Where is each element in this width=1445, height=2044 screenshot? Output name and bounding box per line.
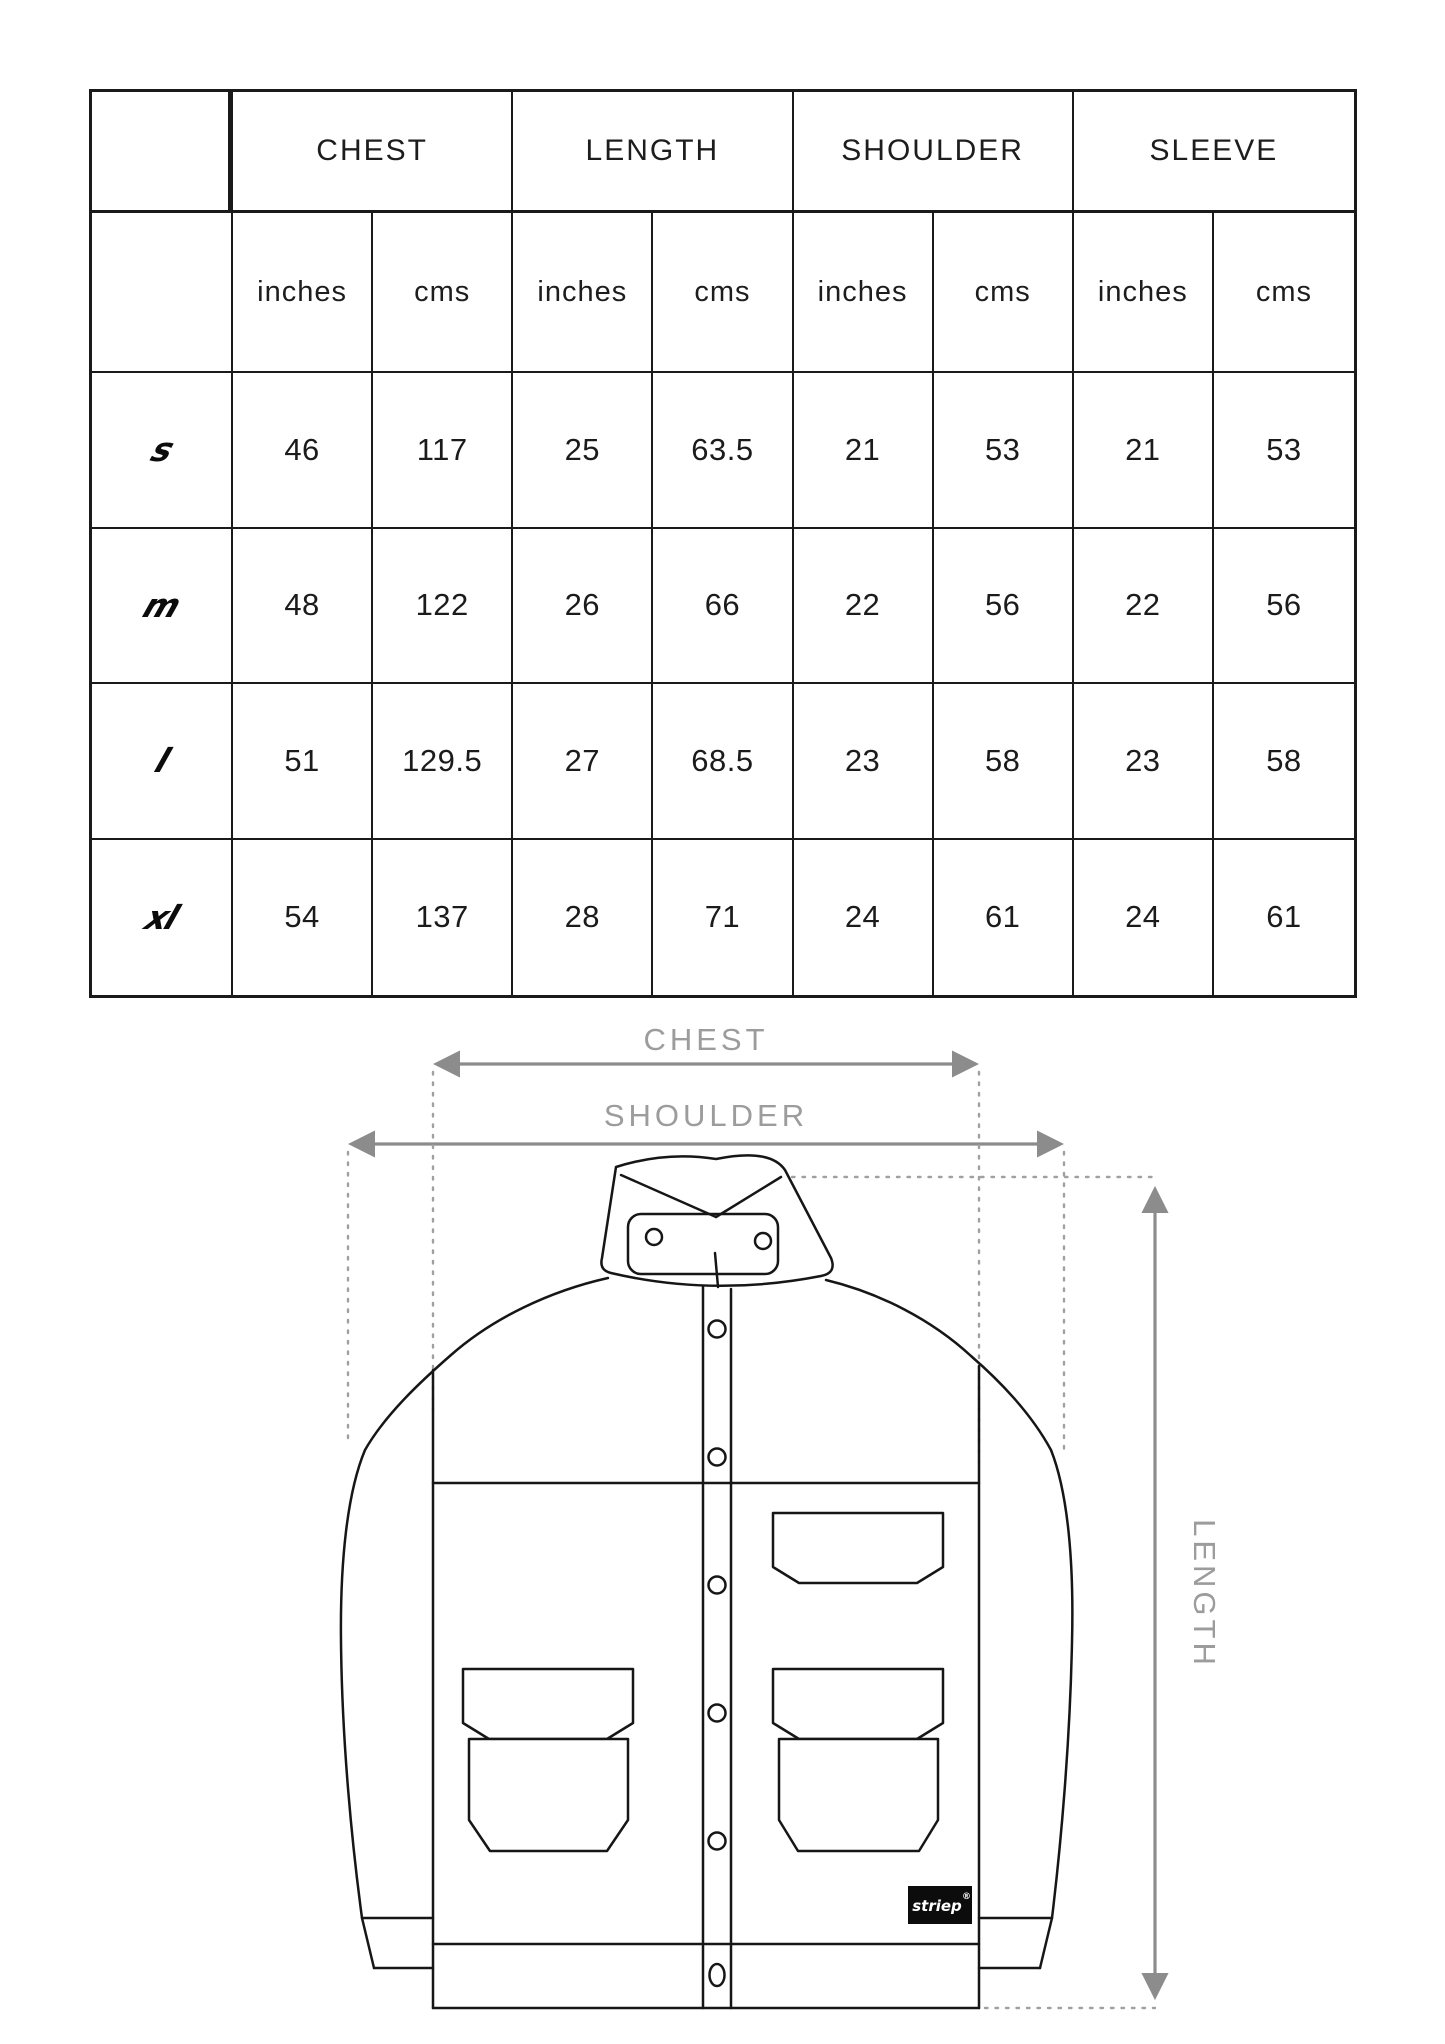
value-cell-m-length-inches: 26: [513, 529, 653, 685]
size-chart-table: [89, 89, 1357, 998]
value-cell-l-shoulder-cms: 58: [934, 684, 1074, 840]
value-cell-l-sleeve-inches: 23: [1074, 684, 1214, 840]
left-lower-pocket-pouch: [469, 1739, 628, 1851]
value-cell-s-shoulder-cms: 53: [934, 373, 1074, 529]
value-cell-l-sleeve-cms: 58: [1214, 684, 1354, 840]
value-cell-xl-shoulder-cms: 61: [934, 840, 1074, 996]
value-cell-l-shoulder-inches: 23: [794, 684, 934, 840]
value-cell-xl-chest-cms: 137: [373, 840, 513, 996]
value-cell-s-shoulder-inches: 21: [794, 373, 934, 529]
unit-header-chest-inches: inches: [233, 213, 373, 373]
value-cell-s-chest-cms: 117: [373, 373, 513, 529]
size-row-label-xl: xl: [92, 840, 233, 996]
value-cell-xl-length-inches: 28: [513, 840, 653, 996]
value-cell-m-length-cms: 66: [653, 529, 793, 685]
unit-header-sleeve-cms: cms: [1214, 213, 1354, 373]
right-lower-pocket-pouch: [779, 1739, 938, 1851]
value-cell-l-chest-inches: 51: [233, 684, 373, 840]
value-cell-l-length-cms: 68.5: [653, 684, 793, 840]
unit-header-shoulder-cms: cms: [934, 213, 1074, 373]
unit-header-sleeve-inches: inches: [1074, 213, 1214, 373]
value-cell-m-sleeve-inches: 22: [1074, 529, 1214, 685]
brand-tag-text: striep: [912, 1897, 962, 1915]
left-sleeve-outline: [341, 1278, 608, 1968]
value-cell-m-sleeve-cms: 56: [1214, 529, 1354, 685]
value-cell-xl-sleeve-inches: 24: [1074, 840, 1214, 996]
size-row-label-s: s: [92, 373, 233, 529]
value-cell-s-length-inches: 25: [513, 373, 653, 529]
left-lower-pocket-flap: [463, 1669, 633, 1739]
column-group-header-chest: CHEST: [233, 92, 513, 213]
value-cell-l-length-inches: 27: [513, 684, 653, 840]
length-dimension-label: LENGTH: [1187, 1519, 1222, 1669]
column-group-header-length: LENGTH: [513, 92, 793, 213]
size-row-label-m: m: [92, 529, 233, 685]
value-cell-m-shoulder-inches: 22: [794, 529, 934, 685]
size-row-label-l: l: [92, 684, 233, 840]
right-sleeve-outline: [826, 1280, 1072, 1968]
front-placket: [703, 1287, 731, 2008]
units-row-corner-cell: [92, 213, 233, 373]
unit-header-chest-cms: cms: [373, 213, 513, 373]
value-cell-m-shoulder-cms: 56: [934, 529, 1074, 685]
unit-header-length-inches: inches: [513, 213, 653, 373]
value-cell-m-chest-cms: 122: [373, 529, 513, 685]
value-cell-s-sleeve-inches: 21: [1074, 373, 1214, 529]
right-chest-pocket-flap: [773, 1513, 943, 1583]
jacket-diagram: [0, 1020, 1445, 2044]
value-cell-m-chest-inches: 48: [233, 529, 373, 685]
value-cell-xl-shoulder-inches: 24: [794, 840, 934, 996]
shoulder-dimension-label: SHOULDER: [603, 1098, 809, 1133]
column-group-header-shoulder: SHOULDER: [794, 92, 1074, 213]
placket-snaps: [709, 1321, 726, 1987]
value-cell-s-chest-inches: 46: [233, 373, 373, 529]
value-cell-s-length-cms: 63.5: [653, 373, 793, 529]
chest-dimension-label: CHEST: [643, 1022, 769, 1057]
right-lower-pocket-flap: [773, 1669, 943, 1739]
collar-button-left: [646, 1229, 662, 1245]
value-cell-xl-sleeve-cms: 61: [1214, 840, 1354, 996]
value-cell-l-chest-cms: 129.5: [373, 684, 513, 840]
collar-button-right: [755, 1233, 771, 1249]
value-cell-s-sleeve-cms: 53: [1214, 373, 1354, 529]
registered-mark: ®: [962, 1892, 971, 1902]
value-cell-xl-chest-inches: 54: [233, 840, 373, 996]
table-corner-cell: [92, 92, 233, 213]
value-cell-xl-length-cms: 71: [653, 840, 793, 996]
unit-header-shoulder-inches: inches: [794, 213, 934, 373]
unit-header-length-cms: cms: [653, 213, 793, 373]
column-group-header-sleeve: SLEEVE: [1074, 92, 1354, 213]
brand-tag: [908, 1886, 972, 1924]
